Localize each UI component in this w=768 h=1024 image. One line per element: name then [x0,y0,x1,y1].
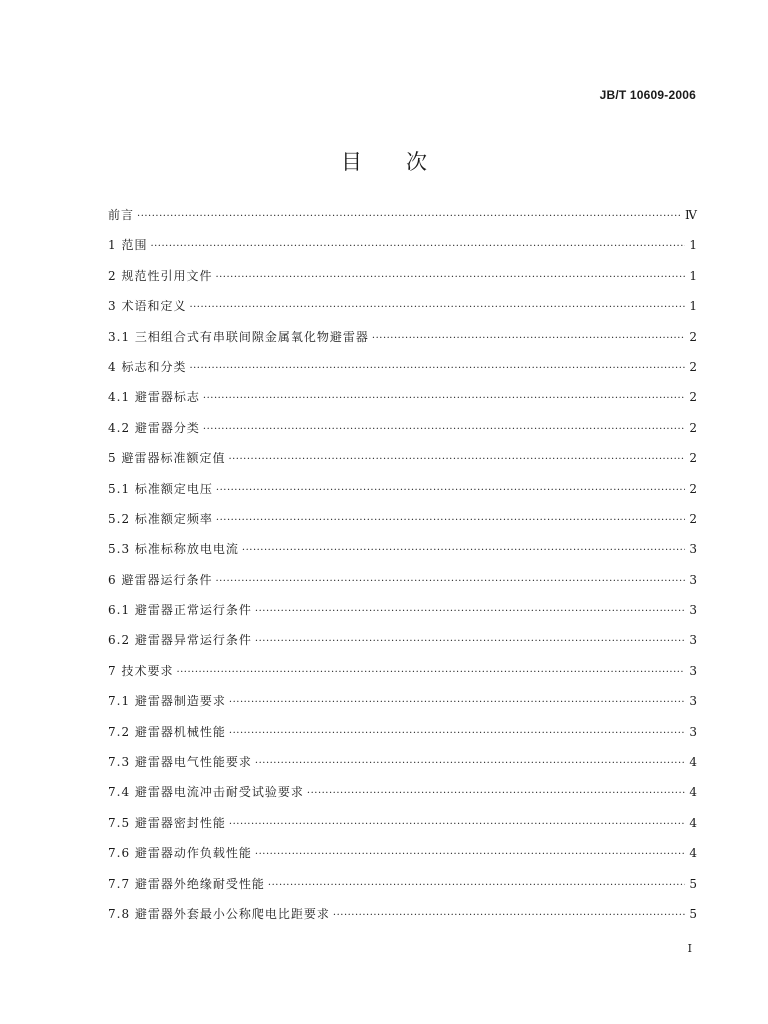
toc-entry[interactable] [108,573,697,603]
toc-entry[interactable] [108,421,697,451]
toc-dot-leader [268,879,685,893]
toc-dot-leader [189,301,685,315]
toc-entry-label: 7.5 避雷器密封性能 [108,815,226,830]
toc-dot-leader [255,848,685,862]
toc-dot-leader [176,666,685,680]
toc-entry[interactable] [108,877,697,907]
toc-dot-leader [137,210,682,224]
toc-entry-page: 2 [689,511,697,526]
toc-entry-label: 7.1 避雷器制造要求 [108,694,226,709]
toc-entry-page: 4 [689,755,697,770]
toc-dot-leader [255,605,685,619]
toc-entry-page: 2 [689,481,697,496]
toc-entry[interactable] [108,542,697,572]
standard-code: JB/T 10609-2006 [599,88,696,102]
toc-entry-label: 5.1 标准额定电压 [108,481,213,496]
toc-dot-leader [372,332,685,346]
toc-entry-label: 前言 [108,208,135,222]
toc-entry-label: 7.3 避雷器电气性能要求 [108,755,252,770]
toc-entry[interactable] [108,785,697,815]
toc-entry[interactable] [108,512,697,542]
toc-dot-leader [215,271,685,285]
toc-dot-leader [229,818,685,832]
toc-entry-page: 4 [689,815,697,830]
toc-dot-leader [242,544,685,558]
toc-entry[interactable] [108,755,697,785]
toc-dot-leader [215,575,685,589]
toc-entry-label: 7 技术要求 [108,663,174,678]
toc-dot-leader [216,484,685,498]
toc-entry-page: Ⅳ [685,208,697,222]
toc-dot-leader [228,453,685,467]
toc-entry[interactable] [108,269,697,299]
toc-dot-leader [203,423,685,437]
toc-entry-page: 5 [689,876,697,891]
table-of-contents [108,208,697,937]
toc-entry-label: 5 避雷器标准额定值 [108,451,226,466]
toc-entry-page: 2 [689,420,697,435]
toc-entry[interactable] [108,633,697,663]
toc-dot-leader [229,696,685,710]
toc-dot-leader [203,392,685,406]
toc-entry-label: 3 术语和定义 [108,299,187,314]
toc-entry[interactable] [108,330,697,360]
toc-entry[interactable] [108,390,697,420]
toc-dot-leader [333,909,685,923]
toc-entry-page: 3 [689,724,697,739]
toc-entry[interactable] [108,603,697,633]
toc-entry-page: 4 [689,846,697,861]
toc-entry[interactable] [108,816,697,846]
toc-entry[interactable] [108,907,697,937]
toc-entry-page: 2 [689,390,697,405]
toc-entry[interactable] [108,299,697,329]
toc-entry[interactable] [108,725,697,755]
toc-entry-label: 2 规范性引用文件 [108,268,213,283]
toc-entry-label: 6.2 避雷器异常运行条件 [108,633,252,648]
toc-entry-label: 6 避雷器运行条件 [108,572,213,587]
toc-entry-page: 2 [689,451,697,466]
toc-entry-label: 3.1 三相组合式有串联间隙金属氧化物避雷器 [108,329,369,344]
toc-entry-label: 5.2 标准额定频率 [108,511,213,526]
toc-entry-label: 7.4 避雷器电流冲击耐受试验要求 [108,785,304,800]
toc-entry-label: 4 标志和分类 [108,359,187,374]
toc-entry-page: 1 [689,238,697,253]
toc-dot-leader [150,240,685,254]
toc-entry[interactable] [108,208,697,238]
toc-entry[interactable] [108,694,697,724]
toc-entry[interactable] [108,482,697,512]
toc-dot-leader [229,727,685,741]
toc-entry[interactable] [108,451,697,481]
toc-dot-leader [255,757,685,771]
toc-entry-label: 4.1 避雷器标志 [108,390,200,405]
toc-entry[interactable] [108,846,697,876]
toc-entry-page: 3 [689,542,697,557]
toc-entry-page: 3 [689,663,697,678]
toc-entry-label: 6.1 避雷器正常运行条件 [108,603,252,618]
toc-entry-page: 4 [689,785,697,800]
toc-entry-page: 2 [689,359,697,374]
toc-entry-label: 4.2 避雷器分类 [108,420,200,435]
toc-entry-label: 5.3 标准标称放电电流 [108,542,239,557]
toc-entry-label: 7.7 避雷器外绝缘耐受性能 [108,876,265,891]
toc-dot-leader [307,787,685,801]
toc-entry-page: 3 [689,633,697,648]
toc-dot-leader [189,362,685,376]
toc-dot-leader [255,635,685,649]
page-number: I [687,942,692,955]
toc-entry-page: 1 [689,299,697,314]
toc-entry-page: 3 [689,572,697,587]
toc-entry-page: 3 [689,603,697,618]
page-title: 目次 [341,150,471,174]
toc-entry-page: 3 [689,694,697,709]
toc-dot-leader [216,514,685,528]
toc-entry[interactable] [108,664,697,694]
toc-entry-label: 7.6 避雷器动作负载性能 [108,846,252,861]
toc-entry-page: 2 [689,329,697,344]
toc-entry[interactable] [108,238,697,268]
toc-entry-label: 7.2 避雷器机械性能 [108,724,226,739]
toc-entry-page: 1 [689,268,697,283]
toc-entry-label: 7.8 避雷器外套最小公称爬电比距要求 [108,906,330,921]
toc-entry[interactable] [108,360,697,390]
toc-entry-page: 5 [689,906,697,921]
toc-entry-label: 1 范围 [108,238,148,253]
